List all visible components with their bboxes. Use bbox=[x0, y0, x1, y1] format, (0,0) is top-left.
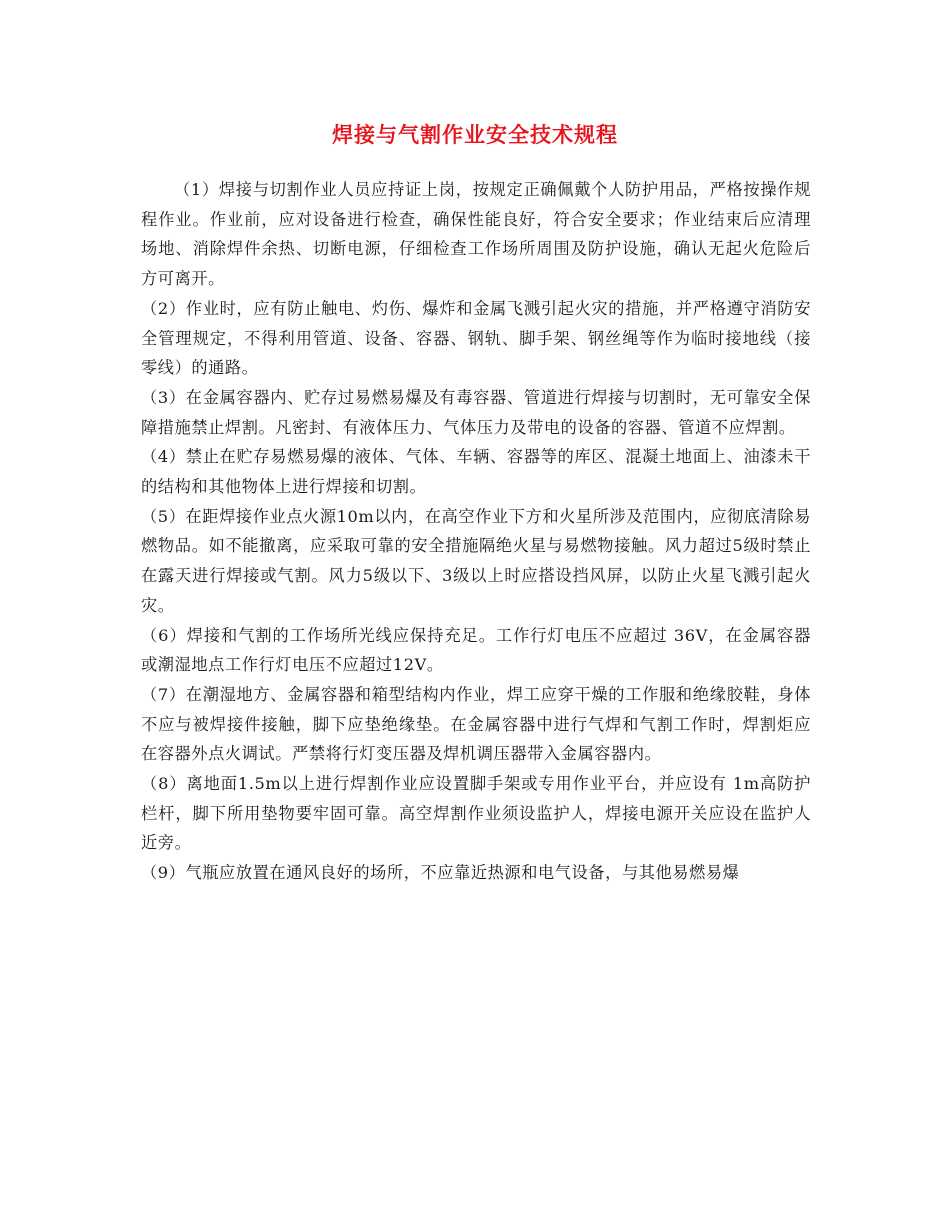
paragraph-7: （7）在潮湿地方、金属容器和箱型结构内作业，焊工应穿干燥的工作服和绝缘胶鞋，身体不应与被焊接件接触，脚下应垫绝缘垫。在金属容器中进行气焊和气割工作时，焊割炬应在容器外点火调试。严禁将行灯变压器及焊机调压器带入金属容器内。 bbox=[141, 684, 811, 764]
paragraph-1: （1）焊接与切割作业人员应持证上岗，按规定正确佩戴个人防护用品，严格按操作规程作业。作业前，应对设备进行检查，确保性能良好，符合安全要求；作业结束后应清理场地、消除焊件余热、切断电源，仔细检查工作场所周围及防护设施，确认无起火危险后方可离开。 bbox=[141, 180, 811, 289]
document-body bbox=[141, 175, 811, 888]
paragraph-2: （2）作业时，应有防止触电、灼伤、爆炸和金属飞溅引起火灾的措施，并严格遵守消防安全管理规定，不得利用管道、设备、容器、钢轨、脚手架、钢丝绳等作为临时接地线（接零线）的通路。 bbox=[141, 298, 811, 378]
paragraph-3: （3）在金属容器内、贮存过易燃易爆及有毒容器、管道进行焊接与切割时，无可靠安全保障措施禁止焊割。凡密封、有液体压力、气体压力及带电的设备的容器、管道不应焊割。 bbox=[141, 387, 811, 437]
paragraph-9: （9）气瓶应放置在通风良好的场所，不应靠近热源和电气设备，与其他易燃易爆 bbox=[141, 863, 740, 883]
paragraph-5: （5）在距焊接作业点火源10m以内，在高空作业下方和火星所涉及范围内，应彻底清除易燃物品。如不能撤离，应采取可靠的安全措施隔绝火星与易燃物接触。风力超过5级时禁止在露天进行焊接或气割。风力5级以下、3级以上时应搭设挡风屏，以防止火星飞溅引起火灾。 bbox=[141, 506, 811, 615]
document-title: 焊接与气割作业安全技术规程 bbox=[332, 123, 618, 147]
paragraph-8: （8）离地面1.5m以上进行焊割作业应设置脚手架或专用作业平台，并应设有 1m高防护栏杆，脚下所用垫物要牢固可靠。高空焊割作业须设监护人，焊接电源开关应设在监护人近旁。 bbox=[141, 774, 811, 853]
paragraph-4: （4）禁止在贮存易燃易爆的液体、气体、车辆、容器等的库区、混凝土地面上、油漆未干的结构和其他物体上进行焊接和切割。 bbox=[141, 447, 811, 497]
paragraph-6: （6）焊接和气割的工作场所光线应保持充足。工作行灯电压不应超过 36V，在金属容器或潮湿地点工作行灯电压不应超过12V。 bbox=[141, 625, 811, 675]
